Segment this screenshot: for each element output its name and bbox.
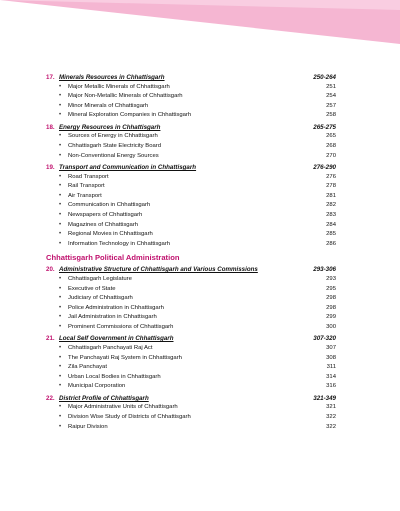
chapter-number: 21.	[46, 335, 55, 343]
bullet-icon: •	[59, 414, 62, 421]
topic-title: Raipur Division	[68, 423, 108, 430]
topic-title: Non-Conventional Energy Sources	[68, 152, 159, 159]
header-banner	[0, 0, 400, 44]
chapter-title: Minerals Resources in Chhattisgarh	[59, 74, 165, 81]
topic-row[interactable]	[46, 173, 336, 183]
topic-page: 254	[326, 93, 336, 100]
topic-title: Zila Panchayat	[68, 364, 107, 371]
chapter-page-range: 250-264	[313, 74, 336, 81]
chapter-page-range: 293-306	[313, 266, 336, 274]
topic-title: The Panchayati Raj System in Chhattisgarh	[68, 354, 182, 361]
topic-title: Chhattisgarh Legislature	[68, 275, 132, 282]
bullet-icon: •	[59, 364, 62, 371]
bullet-icon: •	[59, 102, 62, 109]
topic-title: Road Transport	[68, 173, 109, 180]
topic-row[interactable]	[46, 323, 336, 333]
topic-page: 286	[326, 240, 336, 247]
bullet-icon: •	[59, 423, 62, 430]
bullet-icon: •	[59, 83, 62, 90]
topic-title: Police Administration in Chhattisgarh	[68, 304, 164, 311]
topic-page: 311	[326, 364, 336, 371]
topic-page: 283	[326, 212, 336, 219]
topic-row[interactable]	[46, 403, 336, 413]
topic-title: Communication in Chhattisgarh	[68, 202, 151, 209]
bullet-icon: •	[59, 295, 62, 302]
topic-title: Chhattisgarh Panchayati Raj Act	[68, 344, 153, 351]
topic-title: Air Transport	[68, 192, 102, 199]
topic-page: 298	[326, 295, 336, 302]
chapter-page-range: 265-275	[313, 123, 336, 131]
topic-title: Division Wise Study of Districts of Chhattisgarh	[68, 414, 191, 421]
topic-title: Chhattisgarh State Electricity Board	[68, 142, 161, 149]
chapter-title: Administrative Structure of Chhattisgarh and Various Commissions	[59, 266, 258, 274]
topic-page: 257	[326, 102, 336, 109]
chapter-page-range: 307-320	[313, 335, 336, 343]
chapter-page-range: 321-349	[313, 394, 336, 402]
chapter-row[interactable]	[46, 394, 336, 404]
chapter-group	[46, 123, 336, 161]
topic-page: 281	[326, 192, 336, 199]
topic-row[interactable]	[46, 285, 336, 295]
bullet-icon: •	[59, 142, 62, 149]
chapter-number: 22.	[46, 394, 55, 402]
topic-title: Jail Administration in Chhattisgarh	[68, 314, 157, 321]
topic-row[interactable]	[46, 201, 336, 211]
topic-title: Mineral Exploration Companies in Chhattisgarh	[68, 112, 192, 119]
topic-page: 299	[326, 314, 336, 321]
chapter-number: 20.	[46, 266, 55, 274]
topic-row[interactable]	[46, 294, 336, 304]
topic-page: 298	[326, 304, 336, 311]
bullet-icon: •	[59, 202, 62, 209]
bullet-icon: •	[59, 231, 62, 238]
chapter-row[interactable]	[46, 163, 336, 173]
bullet-icon: •	[59, 212, 62, 219]
bullet-icon: •	[59, 354, 62, 361]
chapter-number: 19.	[46, 164, 55, 172]
bullet-icon: •	[59, 192, 62, 199]
bullet-icon: •	[59, 152, 62, 159]
topic-title: Newspapers of Chhattisgarh	[68, 212, 143, 219]
topic-row[interactable]	[46, 382, 336, 392]
topic-row[interactable]	[46, 92, 336, 102]
topic-title: Rail Transport	[68, 183, 105, 190]
chapter-group	[46, 73, 336, 121]
chapter-number: 17.	[46, 74, 55, 81]
bullet-icon: •	[59, 304, 62, 311]
topic-row[interactable]	[46, 211, 336, 221]
topic-row[interactable]	[46, 354, 336, 364]
topic-page: 308	[326, 354, 336, 361]
toc-part-1	[46, 73, 336, 249]
topic-title: Prominent Commissions of Chhattisgarh	[68, 323, 174, 330]
topic-row[interactable]	[46, 423, 336, 433]
bullet-icon: •	[59, 285, 62, 292]
chapter-title: Transport and Communication in Chhattisgarh	[59, 164, 197, 172]
chapter-page-range: 276-290	[313, 164, 336, 172]
chapter-row[interactable]	[46, 123, 336, 133]
bullet-icon: •	[59, 344, 62, 351]
topic-row[interactable]	[46, 275, 336, 285]
topic-row[interactable]	[46, 182, 336, 192]
topic-row[interactable]	[46, 313, 336, 323]
topic-page: 251	[326, 83, 336, 90]
topic-title: Sources of Energy in Chhattisgarh	[68, 133, 158, 140]
topic-page: 314	[326, 373, 336, 380]
topic-row[interactable]	[46, 102, 336, 112]
topic-page: 322	[326, 414, 336, 421]
bullet-icon: •	[59, 183, 62, 190]
bullet-icon: •	[59, 383, 62, 390]
topic-page: 270	[326, 152, 336, 159]
chapter-group	[46, 265, 336, 332]
topic-page: 293	[326, 275, 336, 282]
chapter-title: Energy Resources in Chhattisgarh	[59, 123, 161, 131]
topic-title: Minor Minerals of Chhattisgarh	[68, 102, 149, 109]
bullet-icon: •	[59, 173, 62, 180]
topic-row[interactable]	[46, 413, 336, 423]
topic-row[interactable]	[46, 304, 336, 314]
chapter-title: Local Self Government in Chhattisgarh	[59, 335, 174, 343]
topic-title: Major Administrative Units of Chhattisgarh	[68, 404, 178, 411]
topic-title: Major Non-Metallic Minerals of Chhattisgarh	[68, 93, 183, 100]
topic-title: Magazines of Chhattisgarh	[68, 221, 139, 228]
topic-page: 285	[326, 231, 336, 238]
topic-page: 278	[326, 183, 336, 190]
topic-page: 316	[326, 383, 336, 390]
bullet-icon: •	[59, 373, 62, 380]
topic-page: 307	[326, 344, 336, 351]
bullet-icon: •	[59, 275, 62, 282]
topic-title: Executive of State	[68, 285, 116, 292]
section-heading: Chhattisgarh Political Administration	[46, 253, 180, 263]
bullet-icon: •	[59, 112, 62, 119]
topic-row[interactable]	[46, 132, 336, 142]
topic-page: 265	[326, 133, 336, 140]
topic-row[interactable]	[46, 373, 336, 383]
topic-title: Major Metallic Minerals of Chhattisgarh	[68, 83, 170, 90]
chapter-group	[46, 163, 336, 249]
topic-row[interactable]	[46, 111, 336, 121]
table-of-contents	[46, 73, 336, 434]
chapter-title: District Profile of Chhattisgarh	[59, 394, 149, 402]
chapter-group	[46, 334, 336, 391]
topic-row[interactable]	[46, 152, 336, 162]
bullet-icon: •	[59, 404, 62, 411]
topic-title: Regional Movies in Chhattisgarh	[68, 231, 153, 238]
topic-row[interactable]	[46, 363, 336, 373]
bullet-icon: •	[59, 93, 62, 100]
bullet-icon: •	[59, 323, 62, 330]
topic-title: Urban Local Bodies in Chhattisgarh	[68, 373, 161, 380]
topic-page: 268	[326, 142, 336, 149]
topic-row[interactable]	[46, 230, 336, 240]
topic-page: 322	[326, 423, 336, 430]
topic-row[interactable]	[46, 240, 336, 250]
topic-page: 284	[326, 221, 336, 228]
chapter-row[interactable]	[46, 334, 336, 344]
chapter-row[interactable]	[46, 73, 336, 83]
topic-row[interactable]	[46, 192, 336, 202]
bullet-icon: •	[59, 314, 62, 321]
topic-page: 282	[326, 202, 336, 209]
topic-title: Information Technology in Chhattisgarh	[68, 240, 171, 247]
chapter-group	[46, 394, 336, 432]
bullet-icon: •	[59, 240, 62, 247]
topic-row[interactable]	[46, 142, 336, 152]
topic-page: 258	[326, 112, 336, 119]
chapter-number: 18.	[46, 123, 55, 131]
bullet-icon: •	[59, 133, 62, 140]
topic-row[interactable]	[46, 344, 336, 354]
topic-row[interactable]	[46, 221, 336, 231]
toc-part-2	[46, 265, 336, 432]
bullet-icon: •	[59, 221, 62, 228]
chapter-row[interactable]	[46, 265, 336, 275]
topic-page: 295	[326, 285, 336, 292]
topic-page: 321	[326, 404, 336, 411]
topic-title: Judiciary of Chhattisgarh	[68, 295, 133, 302]
topic-row[interactable]	[46, 83, 336, 93]
topic-page: 276	[326, 173, 336, 180]
topic-page: 300	[326, 323, 336, 330]
topic-title: Municipal Corporation	[68, 383, 126, 390]
